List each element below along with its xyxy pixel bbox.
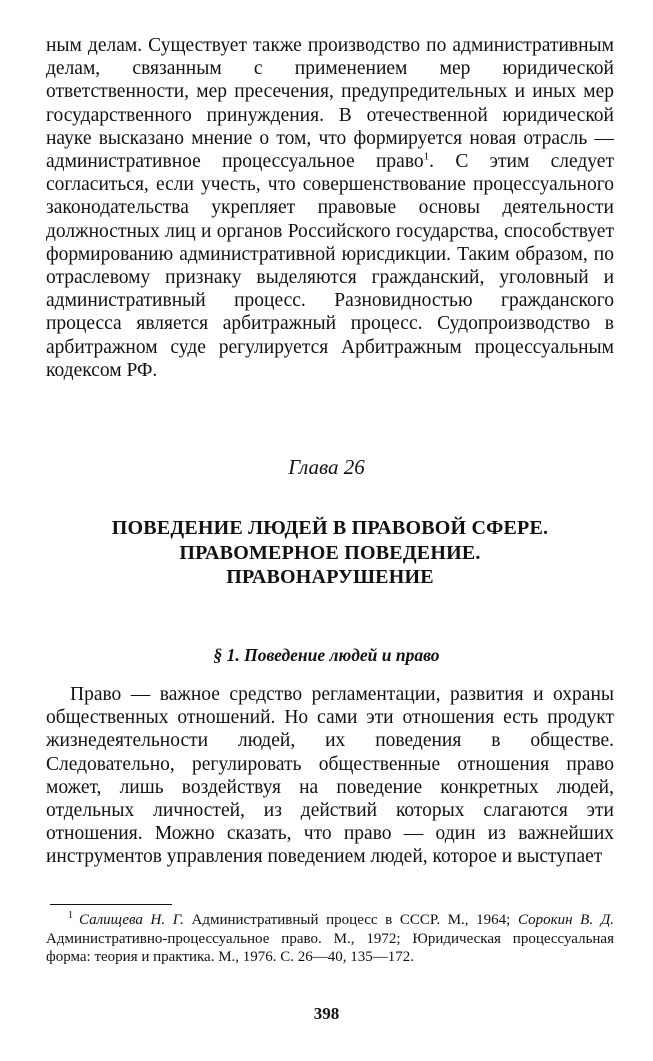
intro-paragraph — [46, 34, 614, 382]
chapter-title-line-3: ПРАВОНАРУШЕНИЕ — [226, 566, 434, 588]
footnote-work-2: Административно-процессуальное право. М., 1972; Юридическая процессуальная форма: теория и практика. М., 1976. С. 26—40, 135—172. — [46, 930, 614, 966]
footnote — [46, 911, 614, 967]
intro-text-before-note: ным делам. Существует также производство по административным делам, связанным с применением мер юридической ответственности, мер пресечения, предупредительных и иных мер государственного принуждения. В отечественной юридической науке высказано мнение о том, что формируется новая отрасль — административное процессуальное право — [46, 35, 614, 173]
footnote-work-1: Административный процесс в СССР. М., 1964; — [183, 912, 518, 928]
intro-text-after-note: . С этим следует согласиться, если учесть, что совершенствование процессуального законодательства укрепляет правовые основы деятельности должностных лиц и органов Российского государства, способствует формированию административной юрисдикции. Таким образом, по отраслевому признаку выделяются гражданский, уголовный и административный процесс. Разновидностью гражданского процесса является арбитражный процесс. Судопроизводство в арбитражном суде регулируется Арбитражным процессуальным кодексом РФ. — [46, 151, 614, 381]
chapter-title-line-2: ПРАВОМЕРНОЕ ПОВЕДЕНИЕ. — [179, 541, 481, 564]
main-paragraph: Право — важное средство регламентации, развития и охраны общественных отношений. Но сами эти отношения есть продукт жизнедеятельности людей, их поведения в обществе. Следовательно, регулировать общественные отношения право может, лишь воздействуя на поведение конкретных людей, отдельных личностей, из действий которых слагаются эти отношения. Можно сказать, что право — один из важнейших инструментов управления поведением людей, которое и выступает — [46, 684, 614, 868]
chapter-label: Глава 26 — [288, 455, 365, 479]
footnote-reference: 1 — [423, 150, 430, 163]
section-heading: § 1. Поведение людей и право — [213, 645, 440, 665]
chapter-title-line-1: ПОВЕДЕНИЕ ЛЮДЕЙ В ПРАВОВОЙ СФЕРЕ. — [111, 517, 549, 539]
footnote-author-1: Салищева Н. Г. — [79, 912, 184, 928]
footnote-divider — [50, 904, 172, 905]
footnote-author-2: Сорокин В. Д. — [517, 912, 614, 928]
page-number: 398 — [313, 1004, 340, 1023]
footnote-marker: 1 — [68, 910, 73, 921]
chapter-title — [40, 516, 620, 590]
